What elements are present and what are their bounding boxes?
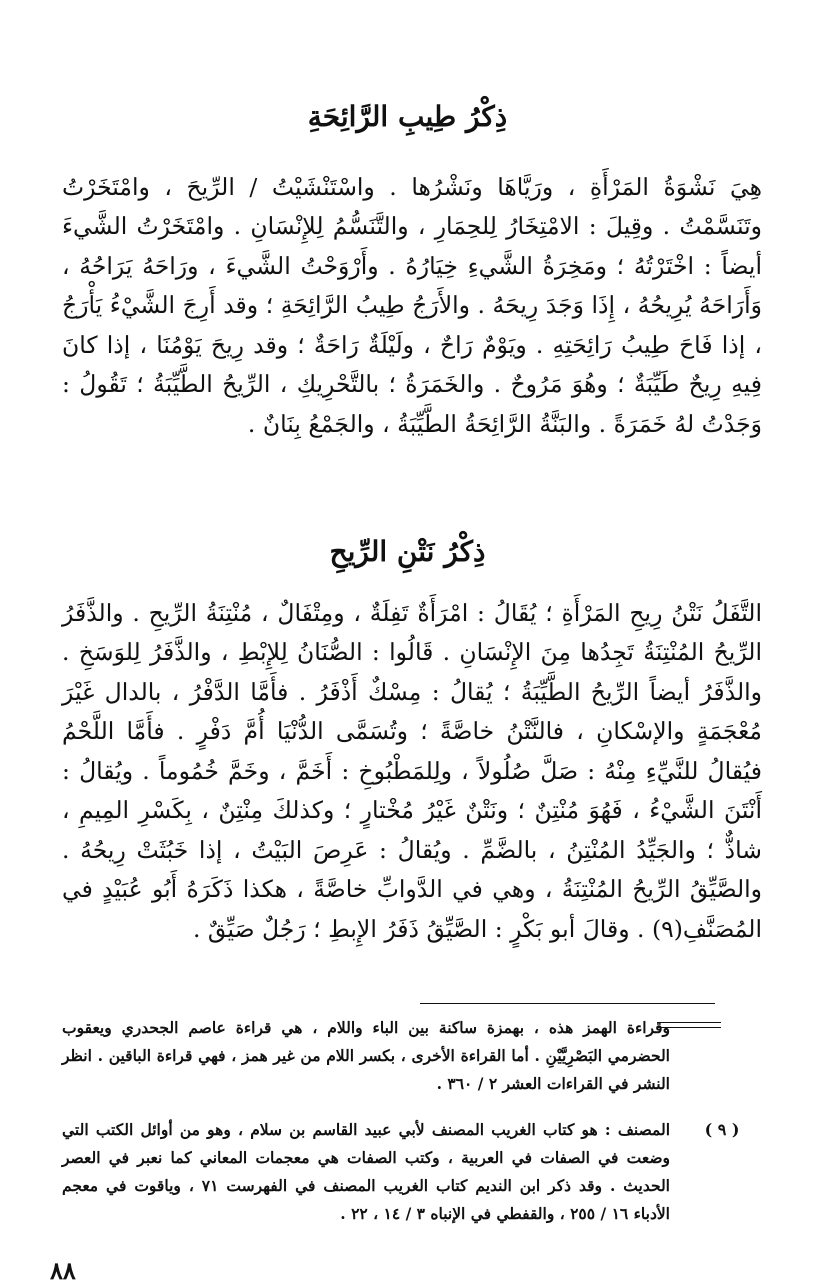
section-body-stench: التَّفَلُ نَتْنُ رِيحِ المَرْأَةِ ؛ يُقَالُ : امْرَأَةٌ تَفِلَةٌ ، ومِتْفَالٌ ، مُنْتِنَةُ الرِّيحِ . والذَّفَرُ الرِّيحُ المُنْتِنَةُ تَجِدُها مِنَ الإِنْسَانِ . قَالُوا : الصُّنَانُ لِلإِبْطِ ، والذَّفَرُ لِلوَسَخِ . والذَّفَرُ أيضاً الرِّيحُ الطَّيِّبَةُ ؛ يُقالُ : مِسْكٌ أَذْفَرُ . فأَمَّا الدَّفْرُ ، بالدال غَيْرَ مُعْجَمَةٍ والإسْكانِ ، فالنَّتْنُ خاصَّةً ؛ وتُسَمَّى الدُّنْيَا أُمَّ دَفْرٍ . فأَمَّا اللَّحْمُ فيُقالُ للنَّيِّءِ مِنْهُ : صَلَّ صُلُولاً ، ولِلمَطْبُوخِ : أَخَمَّ ، وخَمَّ خُمُوماً . ويُقالُ : أَنْتَنَ الشَّيْءُ ، فَهُوَ مُنْتِنٌ ؛ ونَتْنٌ غَيْرُ مُخْتارٍ ؛ وكذلكَ مِنْتِنٌ ، بِكَسْرِ المِيمِ ، شاذٌّ ؛ والجَيِّدُ المُنْتِنُ ، بالضَّمِّ . ويُقالُ : عَرِصَ البَيْتُ ، إذا خَبُثَتْ رِيحُهُ . والصَّيِّقُ الرِّيحُ المُنْتِنَةُ ، وهي في الدَّوابِّ خاصَّةً ، هكذا ذَكَرَهُ أَبُو عُبَيْدٍ في المُصَنَّفِ(٩) . وقالَ أبو بَكْرٍ : الصَّيِّقُ ذَفَرُ الإِبطِ ؛ رَجُلٌ صَيِّقٌ . [62,598,762,943]
section-title-stench: ذِكْرُ نَتْنِ الرِّيحِ [329,534,486,568]
section-title-fragrance: ذِكْرُ طِيبِ الرَّائِحَةِ [307,99,508,133]
footnote-text: وقراءة الهمز هذه ، بهمزة ساكنة بين الباء واللام ، هي قراءة عاصم الجحدري ويعقوب الحضرمي البَصْرِيَّيْنِ . أما القراءة الأخرى ، بكسر اللام من غير همز ، فهي قراءة الباقين . انظر النشر في القراءات العشر ٢ / ٣٦٠ . [62,1018,670,1093]
section-body-fragrance: هِيَ نَشْوَةُ المَرْأَةِ ، ورَيَّاهَا ونَشْرُها . واسْتَنْشَيْتُ / الرِّيحَ ، وامْتَخَرْتُ وتَنَسَّمْتُ . وقِيلَ : الامْتِخَارُ لِلحِمَارِ ، والتَّنَسُّمُ لِلإِنْسَانِ . وامْتَخَرْتُ الشَّيءَ أيضاً : اخْتَرْتُهُ ؛ ومَخِرَةُ الشَّيءِ خِيَارُهُ . وأَرْوَحْتُ الشَّيءَ ، ورَاحَهُ يَرَاحُهُ ، وَأَرَاحَهُ يُرِيحُهُ ، إِذَا وَجَدَ رِيحَهُ . والأَرَجُ طِيبُ الرَّائِحَةِ ؛ وقد أَرِجَ الشَّيْءُ يَأْرَجُ ، إذا فَاحَ طِيبُ رَائِحَتِهِ . ويَوْمٌ رَاحٌ ، ولَيْلَةٌ رَاحَةٌ ؛ وقد رِيحَ يَوْمُنَا ، إذا كانَ فِيهِ رِيحٌ طَيِّبَةٌ ؛ وهُوَ مَرُوحٌ . والخَمَرَةُ ؛ بالتَّحْرِيكِ ، الرِّيحُ الطَّيِّبَةُ ؛ تَقُولُ : وَجَدْتُ لهُ خَمَرَةً . والبَنَّةُ الرَّائِحَةُ الطَّيِّبَةُ ، والجَمْعُ بِنَانٌ . [62,172,762,438]
page-number: ٨٨ [50,1256,76,1285]
footnote-continued [62,1014,762,1098]
footnote-9 [62,1116,762,1228]
footnote-number: ( ٩ ) [704,1120,740,1139]
footnote-separator [420,1003,715,1004]
footnote-text: المصنف : هو كتاب الغريب المصنف لأبي عبيد القاسم بن سلام ، وهو من أوائل الكتب التي وضعت في الصفات في العربية ، وكتب الصفات هي معجمات المعاني كما نعبر في العصر الحديث . وقد ذكر ابن النديم كتاب الغريب المصنف في الفهرست ٧١ ، وياقوت في معجم الأدباء ١٦ / ٢٥٥ ، والقفطي في الإنباه ٣ / ١٤ ، ٢٢ . [62,1120,670,1223]
